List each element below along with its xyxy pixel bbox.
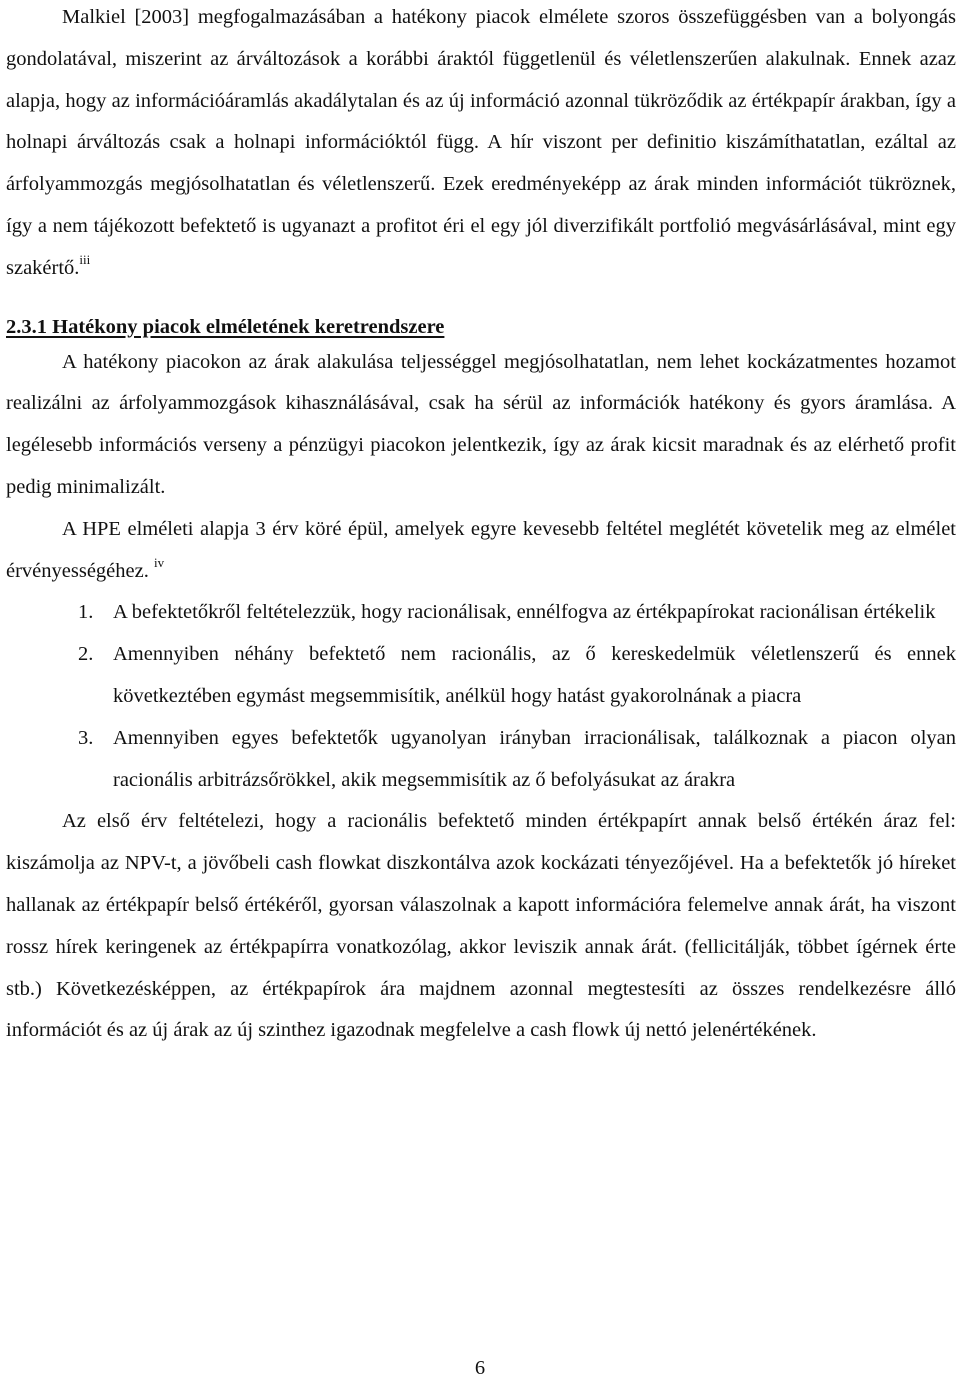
paragraph-first-argument: Az első érv feltételezi, hogy a racionális befektető minden értékpapírt annak belső értékén áraz fel: kiszámolja az NPV-t, a jövőbeli cash flowkat diszkontálva azok kockázati tényezőjével. Ha a befektetők jó híreket hallanak az értékpapír belső értékéről, gyorsan válaszolnak a kapott információra felemelve annak árát, ha viszont rossz hírek keringenek az értékpapírra vonatkozólag, akkor leviszik annak árát. (fellicitálják, többet ígérnek érte stb.) Következésképpen, az értékpapírok ára majdnem azonnal megtestesíti az összes rendelkezésre álló információt és az új árak az új szinthez igazodnak megfelelve a cash flowk új nettó jelenértékének. <box>6 810 956 1042</box>
page-number: 6 <box>474 1357 486 1379</box>
section-heading: 2.3.1 Hatékony piacok elméletének keretrendszere <box>6 315 445 338</box>
list-item-text: Amennyiben egyes befektetők ugyanolyan irányban irracionálisak, találkoznak a piacon olyan racionális arbitrázsőrökkel, akik megsemmisítik az ő befolyásukat az árakra <box>113 726 956 791</box>
document-page <box>6 0 956 1052</box>
argument-list <box>6 592 956 801</box>
list-item <box>6 718 956 802</box>
list-item-text: Amennyiben néhány befektető nem racionális, az ő kereskedelmük véletlenszerű és ennek következtében egymást megsemmisítik, anélkül hogy hatást gyakorolnának a piacra <box>113 643 956 707</box>
list-item-number: 2. <box>78 643 94 666</box>
list-item <box>6 592 956 634</box>
paragraph-malkiel <box>6 0 956 290</box>
list-item-text: A befektetőkről feltételezzük, hogy racionálisak, ennélfogva az értékpapírokat racionálisan értékelik <box>113 601 936 624</box>
list-item-number: 1. <box>78 601 94 624</box>
paragraph-efficient-markets: A hatékony piacokon az árak alakulása teljességgel megjósolhatatlan, nem lehet kockázatmentes hozamot realizálni az árfolyammozgások kihasználásával, csak ha sérül az információk hatékony és gyors áramlása. A legélesebb információs verseny a pénzügyi piacokon jelentkezik, így az árak kicsit maradnak és az elérhető profit pedig minimalizált. <box>6 350 956 498</box>
paragraph-hpe-basis <box>6 509 956 593</box>
list-item-number: 3. <box>78 726 94 749</box>
footnote-ref-iii: iii <box>79 251 91 267</box>
list-item <box>6 634 956 718</box>
paragraph-hpe-basis-text: A HPE elméleti alapja 3 érv köré épül, amelyek egyre kevesebb feltétel meglétét követelik meg az elmélet érvényességéhez. <box>6 517 956 582</box>
paragraph-malkiel-text: Malkiel [2003] megfogalmazásában a hatékony piacok elmélete szoros összefüggésben van a bolyongás gondolatával, miszerint az árváltozások a korábbi áraktól függetlenül és véletlenszerűen alakulnak. Ennek azaz alapja, hogy az információáramlás akadálytalan és az új információ azonnal tükröződik az értékpapír árakban, így a holnapi árváltozás csak a holnapi információktól függ. A hír viszont per definitio kiszámíthatatlan, ezáltal az árfolyammozgás megjósolhatatlan és véletlenszerű. Ezek eredményeképp az árak minden információt tükröznek, így a nem tájékozott befektető is ugyanazt a profitot éri el egy jól diverzifikált portfolió megvásárlásával, mint egy szakértő. <box>6 6 956 279</box>
footnote-ref-iv: iv <box>153 554 165 570</box>
